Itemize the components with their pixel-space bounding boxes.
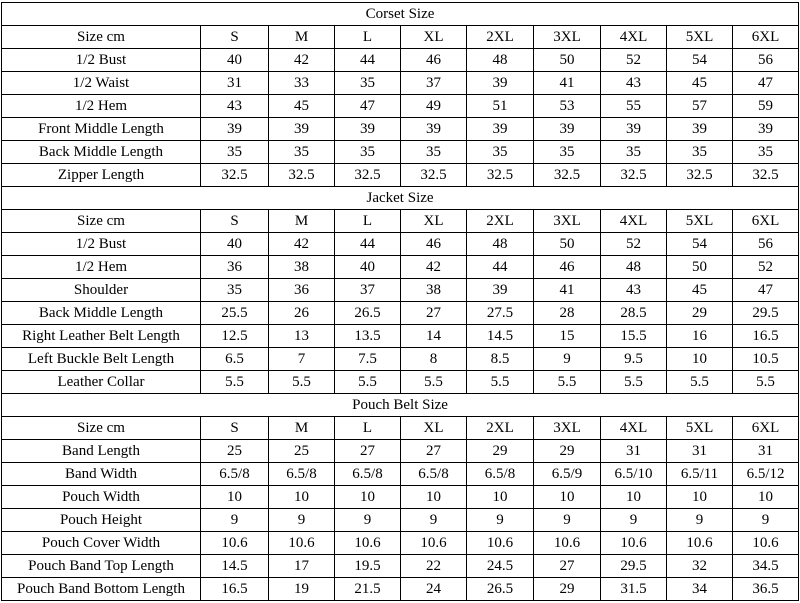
size-column-header: 6XL: [733, 26, 799, 49]
measurement-label: Shoulder: [2, 279, 201, 302]
measurement-value: 7: [269, 348, 335, 371]
measurement-value: 40: [201, 49, 269, 72]
measurement-value: 6.5/8: [269, 463, 335, 486]
measurement-value: 46: [401, 233, 467, 256]
measurement-value: 10: [467, 486, 534, 509]
size-column-header: 4XL: [601, 210, 667, 233]
measurement-value: 52: [733, 256, 799, 279]
measurement-value: 9: [401, 509, 467, 532]
measurement-value: 32.5: [601, 164, 667, 187]
measurement-value: 35: [201, 141, 269, 164]
measurement-value: 56: [733, 233, 799, 256]
measurement-value: 26.5: [467, 578, 534, 601]
measurement-value: 31: [733, 440, 799, 463]
measurement-value: 19: [269, 578, 335, 601]
measurement-value: 22: [401, 555, 467, 578]
measurement-value: 39: [467, 279, 534, 302]
measurement-label: Zipper Length: [2, 164, 201, 187]
measurement-value: 9: [534, 509, 601, 532]
measurement-value: 47: [733, 279, 799, 302]
measurement-value: 34.5: [733, 555, 799, 578]
measurement-value: 39: [601, 118, 667, 141]
measurement-value: 32: [667, 555, 733, 578]
section-title-row: [2, 3, 799, 26]
size-column-header: M: [269, 417, 335, 440]
size-column-header: 5XL: [667, 210, 733, 233]
measurement-value: 31.5: [601, 578, 667, 601]
measurement-value: 36: [201, 256, 269, 279]
measurement-row: [2, 440, 799, 463]
measurement-value: 39: [201, 118, 269, 141]
measurement-value: 5.5: [601, 371, 667, 394]
measurement-value: 9: [269, 509, 335, 532]
measurement-label: Back Middle Length: [2, 302, 201, 325]
measurement-value: 32.5: [667, 164, 733, 187]
size-column-header: 4XL: [601, 26, 667, 49]
measurement-value: 48: [467, 233, 534, 256]
measurement-value: 13.5: [335, 325, 401, 348]
measurement-value: 14: [401, 325, 467, 348]
measurement-value: 10: [269, 486, 335, 509]
measurement-row: [2, 578, 799, 601]
measurement-value: 5.5: [401, 371, 467, 394]
measurement-value: 40: [201, 233, 269, 256]
measurement-value: 25.5: [201, 302, 269, 325]
measurement-value: 43: [601, 279, 667, 302]
size-column-header: S: [201, 417, 269, 440]
measurement-value: 39: [467, 118, 534, 141]
section-title: Jacket Size: [2, 187, 799, 210]
measurement-value: 44: [335, 233, 401, 256]
measurement-value: 37: [401, 72, 467, 95]
measurement-value: 25: [269, 440, 335, 463]
measurement-value: 7.5: [335, 348, 401, 371]
measurement-value: 9: [601, 509, 667, 532]
measurement-value: 17: [269, 555, 335, 578]
measurement-value: 56: [733, 49, 799, 72]
measurement-value: 8: [401, 348, 467, 371]
measurement-value: 54: [667, 233, 733, 256]
measurement-value: 15.5: [601, 325, 667, 348]
measurement-value: 10.6: [335, 532, 401, 555]
measurement-value: 14.5: [201, 555, 269, 578]
measurement-row: [2, 95, 799, 118]
measurement-label: Front Middle Length: [2, 118, 201, 141]
section-title: Pouch Belt Size: [2, 394, 799, 417]
measurement-value: 25: [201, 440, 269, 463]
measurement-value: 19.5: [335, 555, 401, 578]
measurement-value: 52: [601, 233, 667, 256]
measurement-value: 53: [534, 95, 601, 118]
measurement-value: 10.6: [201, 532, 269, 555]
measurement-value: 10.6: [667, 532, 733, 555]
measurement-value: 34: [667, 578, 733, 601]
size-header-row: [2, 210, 799, 233]
measurement-value: 50: [534, 233, 601, 256]
measurement-row: [2, 325, 799, 348]
size-unit-header: Size cm: [2, 26, 201, 49]
measurement-value: 36: [269, 279, 335, 302]
measurement-value: 12.5: [201, 325, 269, 348]
measurement-row: [2, 233, 799, 256]
measurement-row: [2, 164, 799, 187]
measurement-value: 35: [667, 141, 733, 164]
measurement-value: 5.5: [467, 371, 534, 394]
measurement-value: 5.5: [335, 371, 401, 394]
measurement-value: 9.5: [601, 348, 667, 371]
measurement-value: 59: [733, 95, 799, 118]
measurement-value: 10.6: [269, 532, 335, 555]
measurement-value: 33: [269, 72, 335, 95]
measurement-row: [2, 532, 799, 555]
measurement-value: 50: [667, 256, 733, 279]
measurement-value: 48: [467, 49, 534, 72]
measurement-value: 37: [335, 279, 401, 302]
measurement-value: 10: [733, 486, 799, 509]
measurement-value: 35: [335, 141, 401, 164]
measurement-row: [2, 486, 799, 509]
measurement-value: 27: [534, 555, 601, 578]
measurement-value: 10.6: [601, 532, 667, 555]
measurement-value: 39: [667, 118, 733, 141]
measurement-value: 10.6: [733, 532, 799, 555]
measurement-value: 44: [335, 49, 401, 72]
measurement-value: 29: [667, 302, 733, 325]
size-column-header: 3XL: [534, 26, 601, 49]
size-column-header: L: [335, 210, 401, 233]
measurement-value: 6.5/8: [201, 463, 269, 486]
measurement-value: 38: [401, 279, 467, 302]
size-column-header: 4XL: [601, 417, 667, 440]
measurement-value: 10: [667, 348, 733, 371]
section-title-row: [2, 187, 799, 210]
measurement-row: [2, 279, 799, 302]
measurement-value: 16.5: [733, 325, 799, 348]
measurement-value: 27: [401, 440, 467, 463]
measurement-value: 32.5: [201, 164, 269, 187]
measurement-value: 24.5: [467, 555, 534, 578]
measurement-value: 6.5: [201, 348, 269, 371]
measurement-value: 32.5: [401, 164, 467, 187]
measurement-value: 27.5: [467, 302, 534, 325]
measurement-value: 39: [335, 118, 401, 141]
measurement-value: 48: [601, 256, 667, 279]
measurement-value: 26: [269, 302, 335, 325]
measurement-value: 32.5: [467, 164, 534, 187]
measurement-value: 41: [534, 279, 601, 302]
measurement-label: 1/2 Hem: [2, 256, 201, 279]
measurement-label: Right Leather Belt Length: [2, 325, 201, 348]
measurement-label: 1/2 Waist: [2, 72, 201, 95]
measurement-value: 21.5: [335, 578, 401, 601]
measurement-label: Leather Collar: [2, 371, 201, 394]
measurement-row: [2, 256, 799, 279]
measurement-value: 55: [601, 95, 667, 118]
measurement-value: 35: [467, 141, 534, 164]
measurement-value: 42: [269, 233, 335, 256]
measurement-value: 51: [467, 95, 534, 118]
measurement-value: 32.5: [269, 164, 335, 187]
measurement-value: 9: [733, 509, 799, 532]
measurement-label: Pouch Height: [2, 509, 201, 532]
measurement-value: 13: [269, 325, 335, 348]
measurement-value: 5.5: [534, 371, 601, 394]
size-column-header: 6XL: [733, 417, 799, 440]
size-column-header: L: [335, 26, 401, 49]
size-unit-header: Size cm: [2, 210, 201, 233]
measurement-row: [2, 141, 799, 164]
measurement-value: 54: [667, 49, 733, 72]
measurement-value: 28.5: [601, 302, 667, 325]
measurement-label: Pouch Band Bottom Length: [2, 578, 201, 601]
measurement-value: 32.5: [534, 164, 601, 187]
measurement-value: 5.5: [733, 371, 799, 394]
measurement-value: 49: [401, 95, 467, 118]
measurement-row: [2, 555, 799, 578]
measurement-value: 32.5: [335, 164, 401, 187]
measurement-value: 35: [401, 141, 467, 164]
size-column-header: 3XL: [534, 210, 601, 233]
measurement-value: 27: [335, 440, 401, 463]
measurement-row: [2, 302, 799, 325]
measurement-value: 41: [534, 72, 601, 95]
measurement-value: 9: [335, 509, 401, 532]
measurement-label: 1/2 Bust: [2, 49, 201, 72]
measurement-value: 45: [667, 279, 733, 302]
measurement-value: 50: [534, 49, 601, 72]
measurement-value: 15: [534, 325, 601, 348]
size-unit-header: Size cm: [2, 417, 201, 440]
measurement-value: 10: [534, 486, 601, 509]
measurement-value: 45: [269, 95, 335, 118]
measurement-value: 10: [667, 486, 733, 509]
measurement-row: [2, 72, 799, 95]
measurement-value: 29: [467, 440, 534, 463]
measurement-value: 26.5: [335, 302, 401, 325]
measurement-row: [2, 509, 799, 532]
measurement-value: 29.5: [733, 302, 799, 325]
measurement-value: 10.6: [467, 532, 534, 555]
measurement-value: 6.5/10: [601, 463, 667, 486]
measurement-value: 31: [667, 440, 733, 463]
measurement-label: Back Middle Length: [2, 141, 201, 164]
measurement-value: 10: [401, 486, 467, 509]
size-column-header: 3XL: [534, 417, 601, 440]
measurement-value: 31: [201, 72, 269, 95]
measurement-value: 9: [201, 509, 269, 532]
measurement-value: 35: [201, 279, 269, 302]
size-column-header: 5XL: [667, 417, 733, 440]
measurement-value: 10: [335, 486, 401, 509]
measurement-value: 16.5: [201, 578, 269, 601]
measurement-value: 44: [467, 256, 534, 279]
measurement-value: 5.5: [269, 371, 335, 394]
measurement-value: 24: [401, 578, 467, 601]
measurement-value: 8.5: [467, 348, 534, 371]
measurement-value: 47: [335, 95, 401, 118]
size-column-header: XL: [401, 417, 467, 440]
size-header-row: [2, 417, 799, 440]
size-chart-table: [1, 2, 799, 601]
measurement-value: 29: [534, 440, 601, 463]
measurement-row: [2, 49, 799, 72]
size-header-row: [2, 26, 799, 49]
measurement-label: Band Length: [2, 440, 201, 463]
measurement-value: 43: [201, 95, 269, 118]
measurement-value: 10.6: [401, 532, 467, 555]
measurement-value: 35: [335, 72, 401, 95]
measurement-value: 9: [534, 348, 601, 371]
measurement-value: 5.5: [667, 371, 733, 394]
size-column-header: XL: [401, 210, 467, 233]
measurement-value: 46: [401, 49, 467, 72]
measurement-label: Left Buckle Belt Length: [2, 348, 201, 371]
measurement-value: 52: [601, 49, 667, 72]
measurement-value: 6.5/8: [467, 463, 534, 486]
size-column-header: 2XL: [467, 26, 534, 49]
size-column-header: XL: [401, 26, 467, 49]
size-column-header: M: [269, 26, 335, 49]
measurement-value: 35: [601, 141, 667, 164]
measurement-value: 6.5/11: [667, 463, 733, 486]
measurement-value: 39: [534, 118, 601, 141]
measurement-label: Band Width: [2, 463, 201, 486]
measurement-value: 9: [667, 509, 733, 532]
size-column-header: M: [269, 210, 335, 233]
size-column-header: L: [335, 417, 401, 440]
measurement-value: 46: [534, 256, 601, 279]
measurement-value: 47: [733, 72, 799, 95]
size-column-header: S: [201, 210, 269, 233]
measurement-value: 35: [534, 141, 601, 164]
measurement-value: 40: [335, 256, 401, 279]
measurement-value: 35: [269, 141, 335, 164]
measurement-value: 39: [733, 118, 799, 141]
measurement-value: 28: [534, 302, 601, 325]
measurement-value: 10: [601, 486, 667, 509]
size-column-header: S: [201, 26, 269, 49]
measurement-row: [2, 463, 799, 486]
measurement-value: 39: [467, 72, 534, 95]
size-column-header: 5XL: [667, 26, 733, 49]
measurement-label: 1/2 Hem: [2, 95, 201, 118]
measurement-value: 5.5: [201, 371, 269, 394]
measurement-value: 16: [667, 325, 733, 348]
measurement-value: 39: [269, 118, 335, 141]
size-column-header: 2XL: [467, 210, 534, 233]
measurement-value: 29: [534, 578, 601, 601]
measurement-value: 10.5: [733, 348, 799, 371]
measurement-label: Pouch Width: [2, 486, 201, 509]
measurement-value: 31: [601, 440, 667, 463]
measurement-value: 29.5: [601, 555, 667, 578]
measurement-row: [2, 348, 799, 371]
measurement-row: [2, 118, 799, 141]
measurement-value: 9: [467, 509, 534, 532]
measurement-label: Pouch Cover Width: [2, 532, 201, 555]
measurement-value: 10.6: [534, 532, 601, 555]
measurement-value: 27: [401, 302, 467, 325]
measurement-value: 39: [401, 118, 467, 141]
measurement-value: 6.5/12: [733, 463, 799, 486]
measurement-value: 35: [733, 141, 799, 164]
measurement-label: 1/2 Bust: [2, 233, 201, 256]
measurement-label: Pouch Band Top Length: [2, 555, 201, 578]
measurement-value: 14.5: [467, 325, 534, 348]
section-title-row: [2, 394, 799, 417]
measurement-value: 6.5/8: [335, 463, 401, 486]
measurement-value: 38: [269, 256, 335, 279]
section-title: Corset Size: [2, 3, 799, 26]
size-column-header: 6XL: [733, 210, 799, 233]
measurement-value: 45: [667, 72, 733, 95]
measurement-value: 10: [201, 486, 269, 509]
measurement-value: 42: [269, 49, 335, 72]
measurement-value: 43: [601, 72, 667, 95]
measurement-value: 6.5/8: [401, 463, 467, 486]
measurement-value: 42: [401, 256, 467, 279]
measurement-value: 57: [667, 95, 733, 118]
measurement-value: 36.5: [733, 578, 799, 601]
size-column-header: 2XL: [467, 417, 534, 440]
measurement-value: 32.5: [733, 164, 799, 187]
measurement-row: [2, 371, 799, 394]
measurement-value: 6.5/9: [534, 463, 601, 486]
